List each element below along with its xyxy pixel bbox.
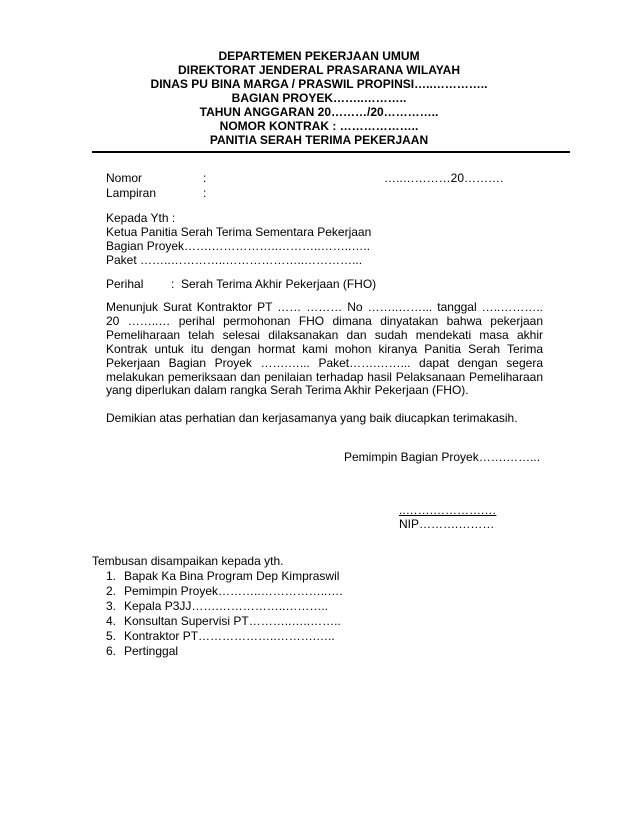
signature-name: ..…….………….… <box>399 503 497 517</box>
signature-nip: NIP……….……… <box>399 517 495 531</box>
cc-item-number: 2. <box>106 584 117 598</box>
header-line-6: NOMOR KONTRAK : ……………….. <box>219 119 419 133</box>
nomor-colon: : <box>203 171 207 185</box>
subject-label: Perihal <box>106 277 144 291</box>
cc-heading: Tembusan disampaikan kepada yth. <box>92 554 284 568</box>
cc-item-number: 1. <box>106 569 117 583</box>
header-line-7: PANITIA SERAH TERIMA PEKERJAAN <box>209 133 429 147</box>
header-rule <box>92 151 570 153</box>
cc-item-text: Pemimpin Proyek………..……………..…. <box>124 584 343 598</box>
recipient-line-1: Kepada Yth : <box>106 211 176 225</box>
subject-colon: : <box>171 277 175 291</box>
header-line-5: TAHUN ANGGARAN 20………/20………….. <box>199 105 439 119</box>
subject-text: Serah Terima Akhir Pekerjaan (FHO) <box>181 277 377 291</box>
recipient-line-2: Ketua Panitia Serah Terima Sementara Pekerjaan <box>106 225 372 239</box>
header-line-4: BAGIAN PROYEK……..……….. <box>231 91 407 105</box>
closing-paragraph: Demikian atas perhatian dan kerjasamanya yang baik diucapkan terimakasih. <box>106 411 518 425</box>
nomor-label: Nomor <box>106 171 143 185</box>
header-line-2: DIREKTORAT JENDERAL PRASARANA WILAYAH <box>177 63 461 77</box>
cc-item-number: 3. <box>106 599 117 613</box>
header-line-3: DINAS PU BINA MARGA / PRASWIL PROPINSI…..………….. <box>150 77 488 91</box>
cc-item-text: Bapak Ka Bina Program Dep Kimpraswil <box>124 569 340 583</box>
body-paragraph: Menunjuk Surat Kontraktor PT …… ……… No ……..……... tanggal …..……….. 20 ……..… perihal permohonan FHO dimana dinyatakan bahwa pekerjaan Pemeliharaan telah selesai dilaksanakan dan sudah mendekati masa akhir Kontrak untuk itu dengan hormat kami mohon kiranya Panitia Serah Terima Pekerjaan Bagian Proyek …….…... Paket…….……... dapat dengan segera melakukan pemeriksaan dan penilaian terhadap hasil Pelaksanaan Pemeliharaan yang diperlukan dalam rangka Serah Terima Akhir Pekerjaan (FHO). <box>106 300 543 398</box>
lampiran-label: Lampiran <box>106 186 157 200</box>
cc-item-text: Konsultan Supervisi PT………..…..…….. <box>124 614 341 628</box>
header-line-1: DEPARTEMEN PEKERJAAN UMUM <box>218 49 420 63</box>
letter-date: …..…………20………. <box>384 171 504 185</box>
cc-item-number: 4. <box>106 614 117 628</box>
cc-item-text: Kontraktor PT………………..……….….. <box>124 629 335 643</box>
cc-item-number: 5. <box>106 629 117 643</box>
cc-item-text: Kepala P3JJ…….……………..……….. <box>124 599 329 613</box>
lampiran-colon: : <box>203 186 207 200</box>
recipient-line-3: Bagian Proyek…….……………..………..……..….. <box>106 239 371 253</box>
cc-item-number: 6. <box>106 644 117 658</box>
recipient-line-4: Paket ……..…………..………………..…………... <box>106 253 363 267</box>
signature-title: Pemimpin Bagian Proyek…….……... <box>344 450 541 464</box>
cc-item-text: Pertinggal <box>124 644 179 658</box>
